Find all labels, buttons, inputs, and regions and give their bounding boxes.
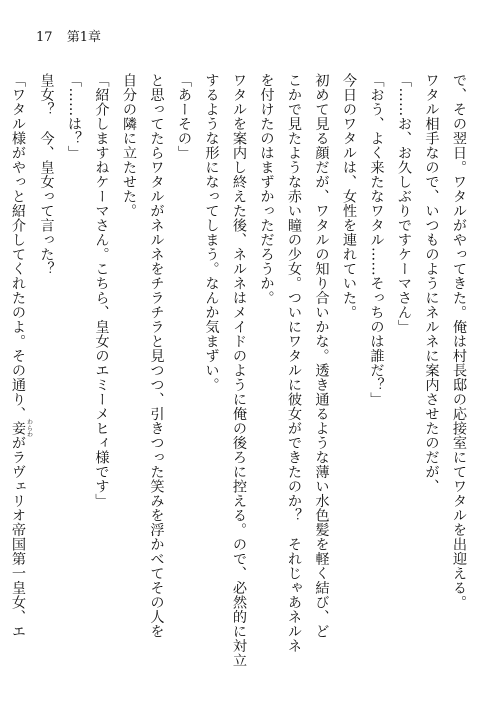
text-line: ワタル相手なので、いつものようにネルネに案内させたのだが、 xyxy=(423,73,440,494)
text-line: ワタルを案内し終えた後、ネルネはメイドのように俺の後ろに控える。ので、必然的に対立 xyxy=(231,73,247,668)
ruby-reading: わらわ xyxy=(25,418,33,438)
page-number: 17 xyxy=(36,30,53,45)
text-line: 「……お、お久しぶりですケーマさん」 xyxy=(396,73,412,334)
body-text xyxy=(10,73,472,673)
text-line: するような形になってしまう。なんか気まずい。 xyxy=(203,73,220,392)
text-line xyxy=(0,73,4,673)
page-header xyxy=(36,30,101,46)
text-line: 「おう、よく来たなワタル……そっちのは誰だ？」 xyxy=(368,73,385,407)
text-line: 皇女？ 今、皇女って言った？ xyxy=(38,73,55,276)
text-line: 「あーその」 xyxy=(176,73,192,160)
text-line: 今日のワタルは、女性を連れていた。 xyxy=(341,73,357,320)
chapter-title: 第1章 xyxy=(66,30,101,45)
text-line: こかで見たような赤い瞳の少女。ついにワタルに彼女ができたのか？ それじゃあネルネ xyxy=(286,73,302,653)
text-line: 「紹介しますねケーマさん。こちら、皇女のエミーメヒィ様です」 xyxy=(93,73,110,508)
ruby-annotation: 妾 わらわ xyxy=(10,418,33,438)
text-line: で、その翌日。ワタルがやってきた。俺は村長邸の応接室にてワタルを出迎える。 xyxy=(451,73,467,610)
text-line: 初めて見る顔だが、ワタルの知り合いかな。透き通るような薄い水色髪を軽く結び、ど xyxy=(313,73,330,639)
text-line: 自分の隣に立たせた。 xyxy=(121,73,137,218)
text-line-with-ruby: 「ワタル様がやっと紹介してくれたのよ。その通り、妾 わらわがラヴェリオ帝国第一皇女、エ xyxy=(10,73,33,639)
text-line: 「……は？」 xyxy=(66,73,82,160)
text-line: を付けたのはまずかっただろうか。 xyxy=(258,73,275,305)
text-line: と思ってたらワタルがネルネをチラチラと見つつ、引きつった笑みを浮かべてその人を xyxy=(148,73,165,639)
